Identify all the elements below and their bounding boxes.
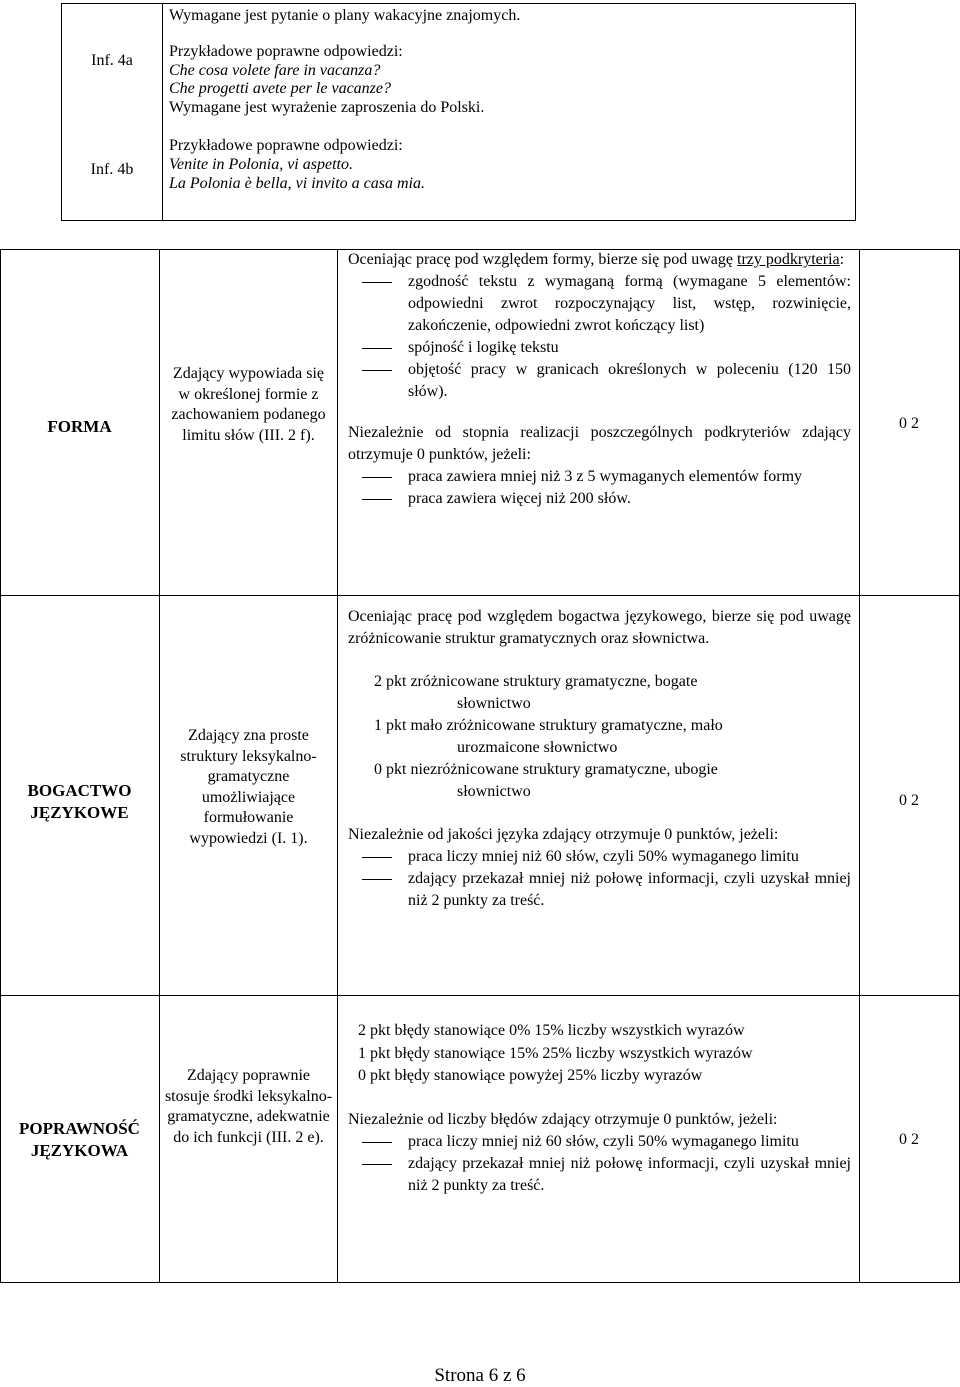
bogactwo-1pkt: 1 pkt mało zróżnicowane struktury gramatyczne, mało [374,717,723,734]
inf4a-label: Inf. 4a [91,52,133,69]
forma-intro-underlined: trzy podkryteria [737,251,840,268]
rule-col2 [337,249,338,1283]
rule-bogactwo-bottom [0,995,960,996]
poprawnosc-0pkt: 0 pkt błędy stanowiące powyżej 25% liczby wyrazów [358,1067,703,1084]
poprawnosc-points-list [348,1020,851,1088]
spacer [348,1088,851,1109]
rule-bottom [0,1282,960,1283]
poprawnosc-zero-intro: Niezależnie od liczby błędów zdający otrzymuje 0 punktów, jeżeli: [348,1110,778,1128]
forma-score-range: 0 2 [899,415,919,432]
bogactwo-criteria-text [348,606,851,912]
poprawnosc-description: Zdający poprawnie stosuje środki leksykalno-gramatyczne, adekwatnie do ich funkcji (III. 2 e). [164,1067,333,1146]
bogactwo-zero-list [348,846,851,912]
forma-criteria-text [348,249,851,510]
inf4-content [169,7,849,193]
bogactwo-2pkt-cont: słownictwo [457,695,531,712]
bogactwo-intro: Oceniając pracę pod względem bogactwa językowego, bierze się pod uwagę zróżnicowanie struktur gramatycznych oraz słownictwa. [348,608,851,647]
bogactwo-zero-condition-2: zdający przekazał mniej niż połowę informacji, czyli uzyskał mniej niż 2 punkty za treść. [348,868,851,912]
poprawnosc-zero-condition-2: zdający przekazał mniej niż połowę informacji, czyli uzyskał mniej niż 2 punkty za treść. [348,1153,851,1197]
bogactwo-zero-intro: Niezależnie od jakości języka zdający otrzymuje 0 punktów, jeżeli: [348,826,779,843]
forma-subcriteria-list [348,271,851,403]
bogactwo-0pkt: 0 pkt niezróżnicowane struktury gramatyczne, ubogie [374,761,718,778]
inf4b-requirement: Wymagane jest wyrażenie zaproszenia do Polski. [169,99,485,117]
inf4a-sample-1: Che cosa volete fare in vacanza? [169,61,381,79]
inf-labels-column [62,4,163,220]
poprawnosc-zero-condition-1: praca liczy mniej niż 60 słów, czyli 50% wymaganego limitu [348,1131,851,1153]
page-number: Strona 6 z 6 [434,1365,526,1386]
inf4a-sample-heading: Przykładowe poprawne odpowiedzi: [169,42,403,60]
criterion-poprawnosc [0,1118,159,1162]
criterion-bogactwo-line2: JĘZYKOWE [30,803,129,822]
criterion-bogactwo [0,780,159,824]
inf4b-label: Inf. 4b [90,161,134,178]
spacer [348,403,851,422]
bogactwo-score-range: 0 2 [899,792,919,809]
rule-col1 [159,249,160,1283]
poprawnosc-score-range: 0 2 [899,1131,919,1148]
spacer [348,650,851,671]
bogactwo-description: Zdający zna proste struktury leksykalno-gramatyczne umożliwiające formułowanie wypowiedzi (I. 1). [180,727,317,847]
inf4b-sample-heading: Przykładowe poprawne odpowiedzi: [169,136,403,154]
criterion-bogactwo-line1: BOGACTWO [27,781,132,800]
forma-description: Zdający wypowiada się w określonej formie z zachowaniem podanego limitu słów (III. 2 f). [171,365,326,444]
inf4-table [61,3,856,221]
forma-subcriterion-1: zgodność tekstu z wymaganą formą (wymagane 5 elementów: odpowiedni zwrot rozpoczynający list, wstęp, rozwinięcie, zakończenie, odpowiedni zwrot kończący list) [348,271,851,337]
bogactwo-1pkt-cont: urozmaicone słownictwo [457,739,618,756]
bogactwo-zero-condition-1: praca liczy mniej niż 60 słów, czyli 50% wymaganego limitu [348,846,851,868]
spacer [348,803,851,824]
bogactwo-points-list [348,671,851,803]
forma-zero-condition-1: praca zawiera mniej niż 3 z 5 wymaganych elementów formy [348,466,851,488]
rule-col3 [859,249,860,1283]
forma-subcriterion-3: objętość pracy w granicach określonych w poleceniu (120 150 słów). [348,359,851,403]
poprawnosc-1pkt: 1 pkt błędy stanowiące 15% 25% liczby wszystkich wyrazów [358,1044,753,1062]
forma-zero-intro: Niezależnie od stopnia realizacji poszczególnych podkryteriów zdający otrzymuje 0 punktów, jeżeli: [348,424,851,463]
bogactwo-0pkt-cont: słownictwo [457,783,531,800]
forma-intro-text: Oceniając pracę pod względem formy, bierze się pod uwagę [348,251,738,268]
inf4b-sample-1: Venite in Polonia, vi aspetto. [169,155,353,173]
bogactwo-2pkt: 2 pkt zróżnicowane struktury gramatyczne, bogate [374,673,698,690]
inf4b-sample-2: La Polonia è bella, vi invito a casa mia. [169,174,425,192]
rule-forma-bottom [0,595,960,596]
inf4a-sample-2: Che progetti avete per le vacanze? [169,80,391,98]
criterion-forma: FORMA [47,417,112,436]
forma-zero-condition-2: praca zawiera więcej niż 200 słów. [348,488,851,510]
forma-zero-list [348,466,851,510]
rubric-table [0,249,960,1283]
forma-intro [348,249,851,271]
poprawnosc-zero-list [348,1131,851,1197]
poprawnosc-2pkt: 2 pkt błędy stanowiące 0% 15% liczby wszystkich wyrazów [358,1022,745,1039]
forma-subcriterion-2: spójność i logikę tekstu [348,337,851,359]
criterion-poprawnosc-line1: POPRAWNOŚĆ [19,1119,140,1138]
forma-intro-colon: : [839,251,845,268]
criterion-poprawnosc-line2: JĘZYKOWA [30,1141,129,1160]
inf4a-requirement: Wymagane jest pytanie o plany wakacyjne znajomych. [169,7,521,24]
poprawnosc-criteria-text [348,1020,851,1197]
